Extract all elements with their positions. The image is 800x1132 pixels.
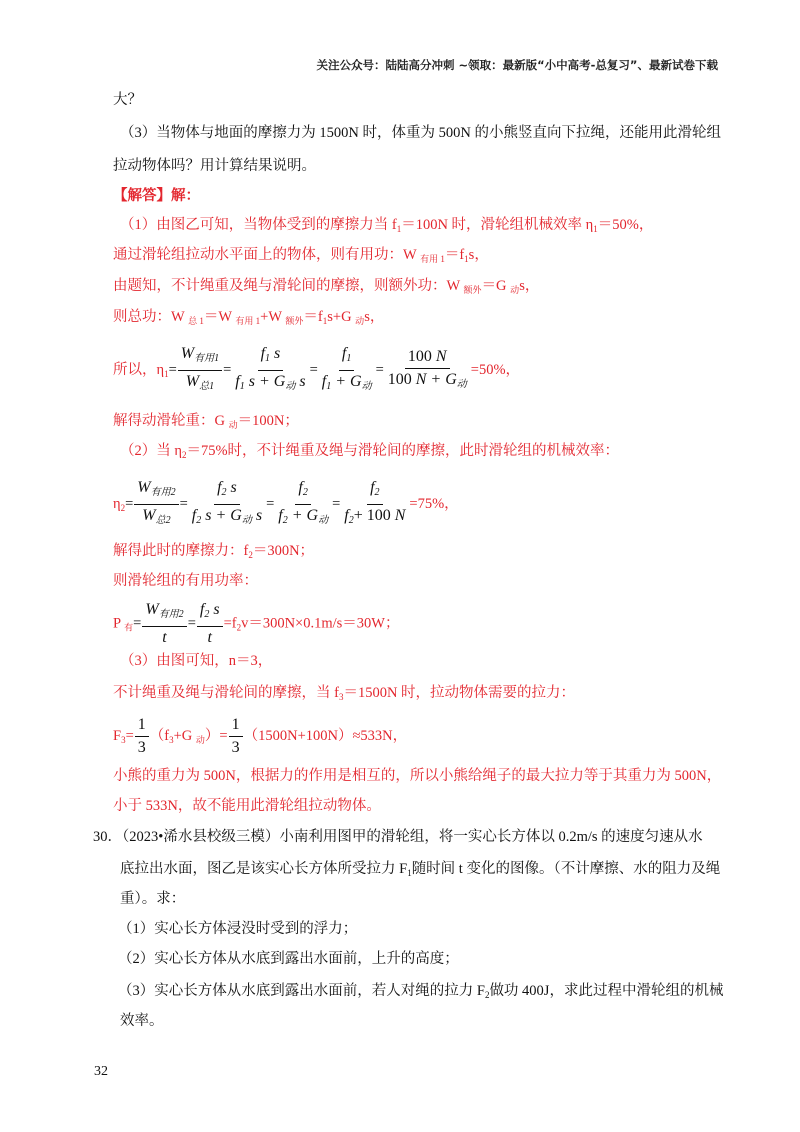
text-run: +G (173, 727, 196, 744)
subscript: 1 (407, 868, 412, 878)
fraction (197, 600, 223, 648)
question-30-line (93, 828, 703, 846)
page-number: 32 (94, 1064, 108, 1079)
text-run: 随时间 t 变化的图像。（不计摩擦、水的阻力及绳 (411, 861, 721, 877)
subscript: 动 (456, 378, 467, 390)
text-run: 底拉出水面，图乙是该实心长方体所受拉力 F (120, 861, 408, 877)
text-run: 做功 400J，求此过程中滑轮组的机械 (489, 983, 724, 999)
text-run: ＝f (303, 309, 323, 325)
text-run: =75%， (409, 495, 459, 512)
text-run: （3）由图可知，n＝3， (120, 653, 273, 669)
math-symbol: W (180, 345, 195, 362)
math-symbol: t (207, 629, 212, 646)
math-symbol: s (295, 373, 306, 390)
equals-sign: = (375, 361, 384, 378)
fraction-numerator (134, 478, 178, 505)
subscript: 动 (510, 285, 520, 295)
subscript: 动 (285, 381, 296, 392)
subscript: 1 (265, 353, 271, 364)
fraction (134, 478, 178, 531)
fraction-denominator (159, 627, 169, 648)
text-run: （f (149, 727, 170, 744)
text-run: （1）由图乙可知，当物体受到的摩擦力当 f (120, 217, 397, 233)
text-run: v＝300N×0.1m/s＝30W； (241, 615, 400, 632)
math-symbol: W (142, 507, 156, 524)
fraction (319, 344, 375, 397)
text-run: =f (223, 615, 237, 632)
equals-sign: = (133, 615, 142, 632)
fraction-numerator (135, 715, 149, 737)
text-run: （2）当 η (120, 443, 182, 459)
fraction-denominator (189, 505, 265, 531)
text-run: η (113, 495, 121, 512)
math-symbol: f (321, 373, 327, 390)
text-run: 解得此时的摩擦力：f (113, 543, 249, 559)
equation-power (113, 600, 400, 648)
fraction-denominator (139, 505, 173, 531)
subscript: 动 (318, 515, 329, 526)
math-symbol: N (394, 507, 406, 524)
fraction-numerator (214, 478, 240, 505)
fraction-denominator (319, 371, 375, 397)
fraction-numerator (367, 478, 382, 505)
text-run: 小于 533N，故不能用此滑轮组拉动物体。 (113, 798, 381, 814)
text-run: s， (468, 247, 489, 263)
text-run: ＝f (444, 247, 465, 263)
fraction (178, 344, 222, 397)
subscript: 1 (164, 368, 169, 379)
equals-sign: = (223, 361, 232, 378)
text-run: 小熊的重力为 500N，根据力的作用是相互的，所以小熊给绳子的最大拉力等于其重力为 500N， (113, 768, 722, 784)
text-run: F (113, 727, 122, 744)
text-run: 则滑轮组的有用功率： (113, 573, 258, 589)
equals-sign: = (179, 495, 188, 512)
subscript: 3 (121, 734, 126, 745)
math-symbol: f (278, 507, 283, 524)
equals-sign: = (266, 495, 275, 512)
fraction-numerator (295, 478, 310, 505)
text-run: 不计绳重及绳与滑轮间的摩擦，当 f (113, 685, 339, 701)
fraction-numerator (178, 344, 222, 371)
question-30-line (120, 890, 185, 908)
math-symbol: f (298, 479, 303, 496)
fraction (229, 715, 243, 758)
text-run: P (113, 615, 125, 632)
subscript: 有用 1 (235, 316, 261, 326)
math-symbol: W (137, 479, 151, 496)
text-run: s+G (327, 309, 356, 325)
equals-sign: = (309, 361, 318, 378)
text-run: ＝100N； (237, 413, 299, 429)
subscript: 3 (169, 734, 174, 745)
subscript: 2 (196, 515, 202, 526)
subscript: 动 (355, 316, 365, 326)
question-30-line (120, 1012, 164, 1030)
answer-line (113, 412, 299, 434)
fraction-denominator (183, 371, 217, 397)
fraction-numerator (197, 600, 223, 627)
math-symbol: s (209, 601, 220, 618)
subscript: 3 (338, 692, 344, 702)
subscript: 额外 (463, 285, 482, 295)
text-run: 由题知，不计绳重及绳与滑轮间的摩擦，则额外功：W (113, 278, 464, 294)
fraction-numerator (142, 600, 186, 627)
equals-sign: = (332, 495, 341, 512)
subscript: 1 (593, 224, 598, 234)
fraction-denominator (275, 505, 331, 531)
text-run: ＝1500N 时，拉动物体需要的拉力： (343, 685, 576, 701)
fraction-denominator (232, 371, 308, 397)
fraction-numerator (339, 344, 354, 371)
answer-line (113, 277, 539, 299)
fraction (189, 478, 265, 531)
subscript: 1 (396, 224, 402, 234)
subscript: 2 (204, 609, 210, 620)
math-symbol: f (217, 479, 222, 496)
answer-line (120, 216, 653, 238)
text-run: ）= (204, 727, 228, 744)
math-symbol: N (415, 370, 427, 388)
math-symbol: f (191, 507, 197, 524)
text-run: 则总功：W (113, 309, 189, 325)
text-run: 大？ (113, 92, 142, 108)
subscript: 1 (464, 254, 469, 264)
equation-eta1 (113, 344, 520, 397)
fraction-numerator (405, 347, 450, 369)
text-run: ＝50%， (597, 217, 654, 233)
text-run: 所以，η (113, 361, 165, 378)
math-symbol: + G (287, 507, 319, 524)
answer-line (113, 572, 258, 590)
text-run: ＝300N； (252, 543, 315, 559)
text-run: 100 (407, 347, 436, 365)
text-run: ＝100N 时，滑轮组机械效率 η (401, 217, 594, 233)
answer-line (113, 797, 381, 815)
subscript: 总 1 (188, 316, 204, 326)
subscript: 动 (361, 381, 372, 392)
fraction (142, 600, 186, 648)
question-30-line (118, 950, 459, 968)
text-run: 3 (231, 739, 240, 756)
fraction-denominator (204, 627, 214, 648)
text-run: ＝75%时，不计绳重及绳与滑轮间的摩擦，此时滑轮组的机械效率： (186, 443, 620, 459)
page-header: 关注公众号：陆陆高分冲刺 ~领取：最新版“小中高考-总复习”、最新试卷下载 (316, 58, 718, 72)
subscript: 有 (124, 622, 134, 633)
answer-line (113, 684, 575, 706)
text-run: 效率。 (120, 1013, 164, 1029)
subscript: 有用2 (158, 609, 184, 620)
subscript: 总2 (155, 515, 171, 526)
math-symbol: f (341, 345, 347, 362)
question-30-line (120, 860, 720, 882)
equals-sign: = (168, 361, 177, 378)
text-run: 1 (137, 716, 146, 733)
text-run: （2）实心长方体从水底到露出水面前，上升的高度； (118, 951, 459, 967)
text-run: 3 (137, 739, 146, 756)
subscript: 2 (374, 487, 380, 498)
question-30-line (118, 982, 723, 1004)
question-30-line (118, 920, 357, 938)
subscript: 2 (181, 450, 187, 460)
math-symbol: f (199, 601, 205, 618)
text-run: 通过滑轮组拉动水平面上的物体，则有用功：W (113, 247, 421, 263)
subscript: 2 (282, 515, 288, 526)
math-symbol: W (185, 373, 200, 390)
text-run: s， (519, 278, 540, 294)
fraction-denominator (135, 737, 149, 758)
answer-line (113, 308, 384, 330)
subscript: 1 (326, 381, 332, 392)
subscript: 2 (120, 502, 126, 513)
equation-eta2 (113, 478, 459, 531)
text-run: 解得动滑轮重：G (113, 413, 229, 429)
fraction (341, 478, 408, 531)
fraction-numerator (258, 344, 284, 371)
math-symbol: f (370, 479, 375, 496)
answer-line (120, 652, 272, 670)
math-symbol: + G (426, 370, 457, 388)
subscript: 2 (248, 550, 253, 560)
text-run: 拉动物体吗？用计算结果说明。 (113, 158, 316, 174)
math-symbol: f (235, 373, 240, 390)
math-symbol: f (344, 507, 349, 524)
math-symbol: s + G (244, 373, 286, 390)
text-run: 100 (387, 370, 416, 388)
math-symbol: s + G (201, 507, 242, 524)
subscript: 2 (236, 622, 242, 633)
question-text-line (113, 157, 316, 175)
subscript: 额外 (285, 316, 304, 326)
math-symbol: + G (331, 373, 362, 390)
fraction-denominator (229, 737, 243, 758)
text-run: （3）实心长方体从水底到露出水面前，若人对绳的拉力 F (118, 983, 485, 999)
subscript: 有用1 (194, 353, 220, 364)
text-run: s， (364, 309, 385, 325)
text-run: ＝W (203, 309, 236, 325)
math-symbol: s (251, 507, 263, 524)
subscript: 动 (195, 734, 205, 745)
math-symbol: f (260, 345, 266, 362)
fraction-numerator (229, 715, 243, 737)
answer-line (113, 542, 314, 564)
subscript: 有用2 (150, 487, 176, 498)
fraction (232, 344, 308, 397)
answer-line (113, 767, 721, 785)
fraction-denominator (341, 505, 408, 531)
subscript: 2 (484, 990, 490, 1000)
math-symbol: t (162, 629, 167, 646)
subscript: 2 (221, 487, 227, 498)
text-run: + 100 (353, 507, 395, 524)
math-symbol: s (270, 345, 281, 362)
equals-sign: = (125, 495, 134, 512)
answer-line (113, 246, 489, 268)
subscript: 1 (322, 316, 328, 326)
text-run: =50%， (470, 361, 521, 378)
subscript: 2 (348, 515, 354, 526)
math-symbol: N (435, 347, 447, 365)
fraction (135, 715, 149, 758)
answer-label: 【解答】解： (113, 188, 200, 204)
math-symbol: s (226, 479, 237, 496)
text-run: （1）实心长方体浸没时受到的浮力； (118, 921, 358, 937)
math-symbol: W (145, 601, 159, 618)
question-text-line (120, 124, 721, 142)
equation-f3 (113, 715, 407, 758)
subscript: 总1 (199, 381, 215, 392)
subscript: 动 (228, 420, 238, 430)
question-text-line (113, 91, 142, 109)
text-run: 1 (231, 716, 240, 733)
fraction (385, 347, 470, 395)
text-run: 重）。求： (120, 891, 186, 907)
text-run: （1500N+100N）≈533N， (243, 727, 408, 744)
text-run: 30．（2023•浠水县校级三模）小南利用图甲的滑轮组，将一实心长方体以 0.2m/s 的速度匀速从水 (93, 829, 703, 845)
subscript: 2 (302, 487, 308, 498)
answer-line (120, 442, 619, 464)
subscript: 1 (239, 381, 245, 392)
text-run: ＝G (481, 278, 511, 294)
fraction (275, 478, 331, 531)
fraction-denominator (385, 369, 470, 395)
subscript: 有用 1 (420, 254, 445, 264)
subscript: 动 (241, 515, 252, 526)
text-run: = (125, 727, 134, 744)
text-run: +W (260, 309, 286, 325)
equals-sign: = (187, 615, 196, 632)
subscript: 1 (346, 353, 352, 364)
text-run: （3）当物体与地面的摩擦力为 1500N 时，体重为 500N 的小熊竖直向下拉绳，还能用此滑轮组 (120, 125, 721, 141)
